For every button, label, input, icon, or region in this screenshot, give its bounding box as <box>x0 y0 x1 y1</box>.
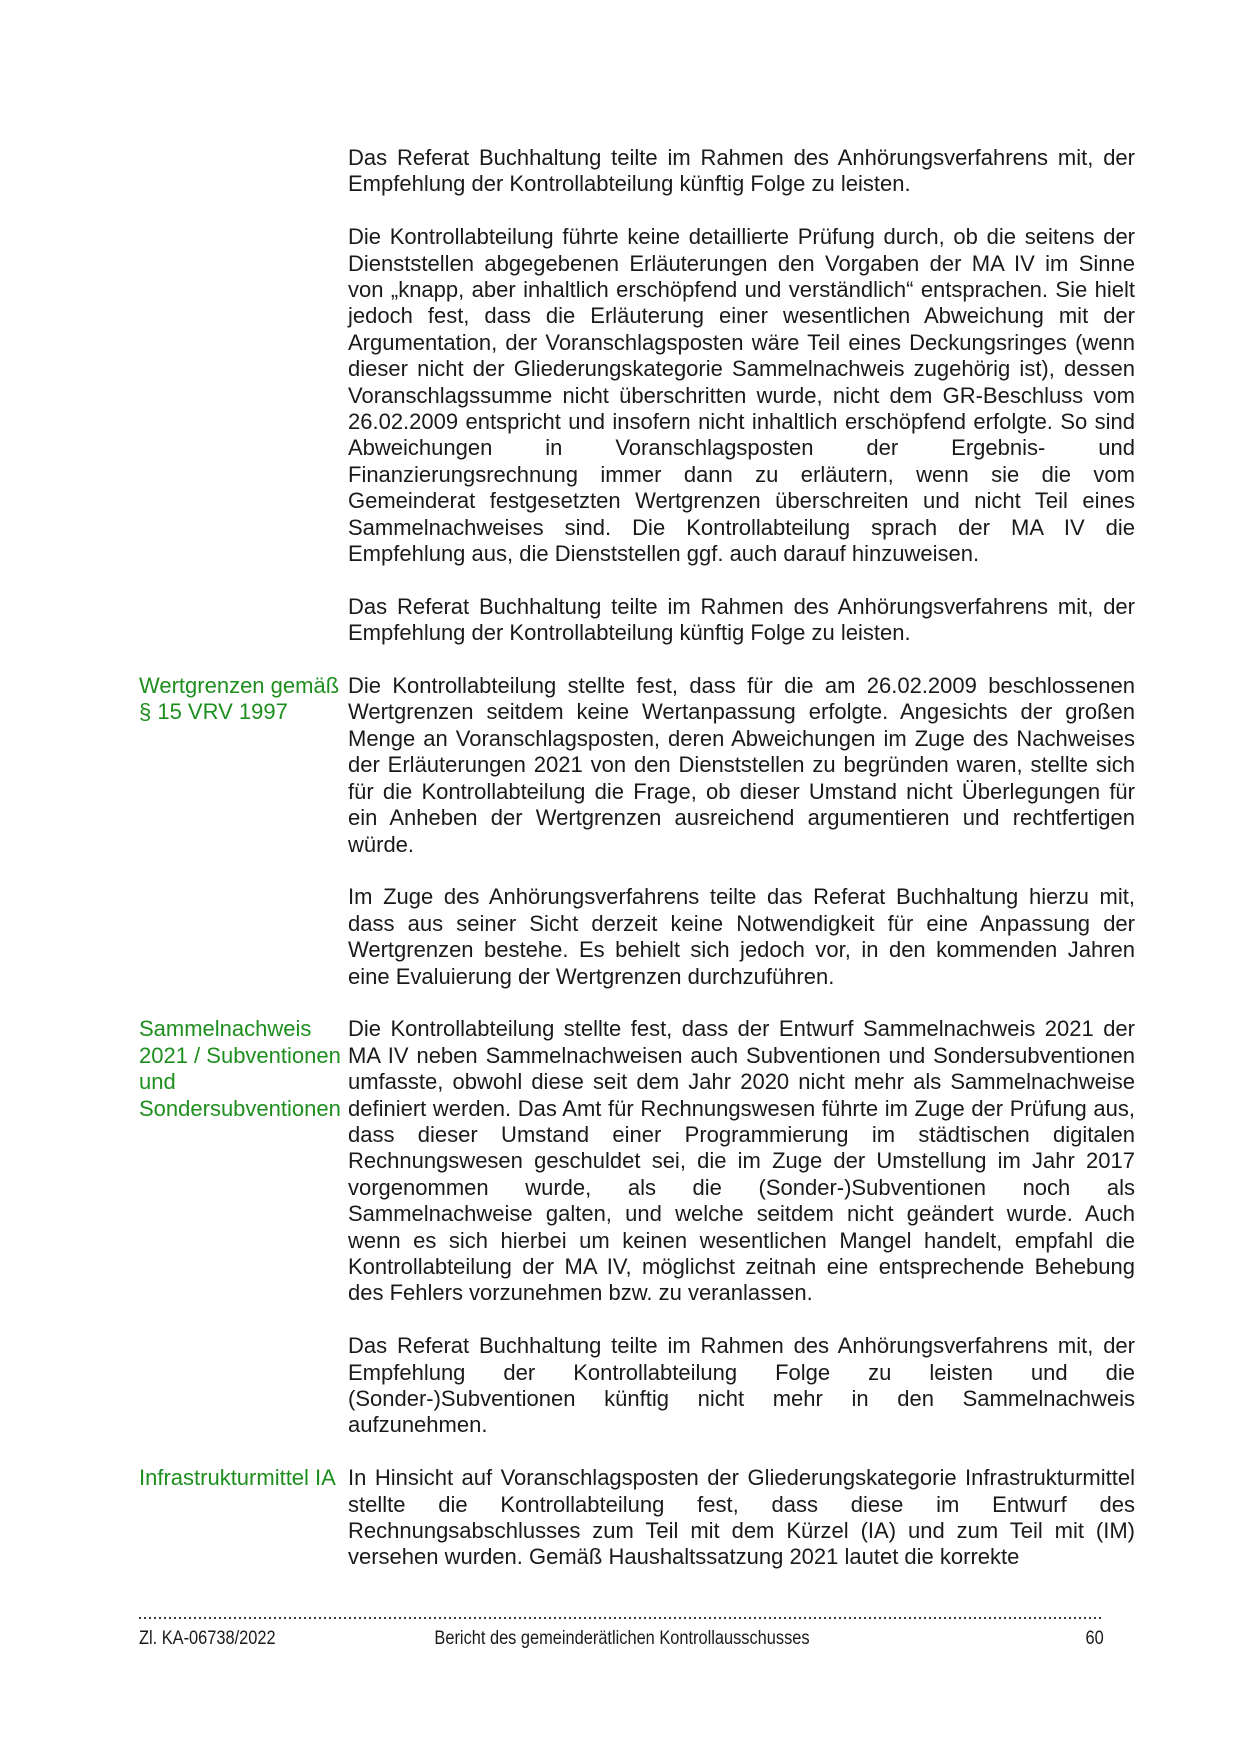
paragraph: Die Kontrollabteilung stellte fest, dass für die am 26.02.2009 beschlossenen Wertgrenzen seitdem keine Wertanpassung erfolgte. Angesichts der großen Menge an Voranschlagsposten, deren Abweichungen im Zuge des Nachweises der Erläuterungen 2021 von den Dienststellen zu begründen waren, stellte sich für die Kontrollabteilung die Frage, ob dieser Umstand nicht Überlegungen für ein Anheben der Wertgrenzen ausreichend argumentieren und rechtfertigen würde. <box>348 673 1135 857</box>
text-block <box>139 1016 1135 1465</box>
margin-label-line: Wertgrenzen gemäß <box>139 673 340 699</box>
paragraph: Die Kontrollabteilung stellte fest, dass der Entwurf Sammelnachweis 2021 der MA IV neben Sammelnachweisen auch Subventionen und Sondersubventionen umfasste, obwohl diese seit dem Jahr 2020 nicht mehr als Sammelnachweise definiert werden. Das Amt für Rechnungswesen führte im Zuge der Prüfung aus, dass dieser Umstand einer Programmierung im städtischen digitalen Rechnungswesen geschuldet sei, die im Zuge der Umstellung im Jahr 2017 vorgenommen wurde, als die (Sonder-)Subventionen noch als Sammelnachweise galten, und welche seitdem nicht geändert wurde. Auch wenn es sich hierbei um keinen wesentlichen Mangel handelt, empfahl die Kontrollabteilung der MA IV, möglichst zeitnah eine entsprechende Behebung des Fehlers vorzunehmen bzw. zu veranlassen. <box>348 1016 1135 1306</box>
margin-label-line: Sondersubventionen <box>139 1095 341 1121</box>
body-column <box>348 673 1135 1016</box>
body-column <box>348 145 1135 673</box>
margin-label-line: 2021 / Subventionen <box>139 1042 341 1068</box>
text-block <box>139 673 1135 1016</box>
margin-label-line: Infrastrukturmittel IA <box>139 1465 336 1491</box>
text-block <box>139 145 1135 673</box>
footer-page-number: 60 <box>1085 1627 1104 1649</box>
paragraph: In Hinsicht auf Voranschlagsposten der Gliederungskategorie Infrastrukturmittel stellte die Kontrollabteilung fest, dass diese im Entwurf des Rechnungsabschlusses zum Teil mit dem Kürzel (IA) und zum Teil mit (IM) versehen wurden. Gemäß Haushaltssatzung 2021 lautet die korrekte <box>348 1465 1135 1570</box>
paragraph: Das Referat Buchhaltung teilte im Rahmen des Anhörungsverfahrens mit, der Empfehlung der Kontrollabteilung Folge zu leisten und die (Sonder-)Subventionen künftig nicht mehr in den Sammelnachweis aufzunehmen. <box>348 1333 1135 1438</box>
margin-label-line: und <box>139 1069 176 1095</box>
paragraph: Im Zuge des Anhörungsverfahrens teilte das Referat Buchhaltung hierzu mit, dass aus seiner Sicht derzeit keine Notwendigkeit für eine Anpassung der Wertgrenzen bestehe. Es behielt sich jedoch vor, in den kommenden Jahren eine Evaluierung der Wertgrenzen durchzuführen. <box>348 884 1135 989</box>
footer-title: Bericht des gemeinderätlichen Kontrollausschusses <box>433 1627 810 1649</box>
paragraph: Das Referat Buchhaltung teilte im Rahmen des Anhörungsverfahrens mit, der Empfehlung der Kontrollabteilung künftig Folge zu leisten. <box>348 593 1135 646</box>
paragraph: Das Referat Buchhaltung teilte im Rahmen des Anhörungsverfahrens mit, der Empfehlung der Kontrollabteilung künftig Folge zu leisten. <box>348 145 1135 197</box>
margin-label-sammelnachweis <box>139 1016 348 1122</box>
text-block <box>139 1465 1135 1597</box>
footer-reference: Zl. KA-06738/2022 <box>139 1627 276 1649</box>
footer-row <box>139 1626 1104 1652</box>
margin-label-wertgrenzen <box>139 673 348 726</box>
margin-label-infrastrukturmittel <box>139 1465 348 1491</box>
footer-divider <box>139 1616 1104 1619</box>
body-column <box>348 1016 1135 1465</box>
page-footer <box>139 1616 1104 1652</box>
body-column <box>348 1465 1135 1597</box>
paragraph: Die Kontrollabteilung führte keine detaillierte Prüfung durch, ob die seitens der Dienststellen abgegebenen Erläuterungen den Vorgaben der MA IV im Sinne von „knapp, aber inhaltlich erschöpfend und verständlich“ entsprachen. Sie hielt jedoch fest, dass die Erläuterung einer wesentlichen Abweichung mit der Argumentation, der Voranschlagsposten wäre Teil eines Deckungsringes (wenn dieser nicht der Gliederungskategorie Sammelnachweis zugehörig ist), dessen Voranschlagssumme nicht überschritten wurde, nicht dem GR-Beschluss vom 26.02.2009 entspricht und insofern nicht inhaltlich erschöpfend erfolgte. So sind Abweichungen in Voranschlagsposten der Ergebnis- und Finanzierungsrechnung immer dann zu erläutern, wenn sie die vom Gemeinderat festgesetzten Wertgrenzen überschreiten und nicht Teil eines Sammelnachweises sind. Die Kontrollabteilung sprach der MA IV die Empfehlung aus, die Dienststellen ggf. auch darauf hinzuweisen. <box>348 224 1135 567</box>
page-content <box>139 145 1135 1597</box>
margin-label-line: § 15 VRV 1997 <box>139 699 288 725</box>
margin-label-line: Sammelnachweis <box>139 1016 312 1042</box>
